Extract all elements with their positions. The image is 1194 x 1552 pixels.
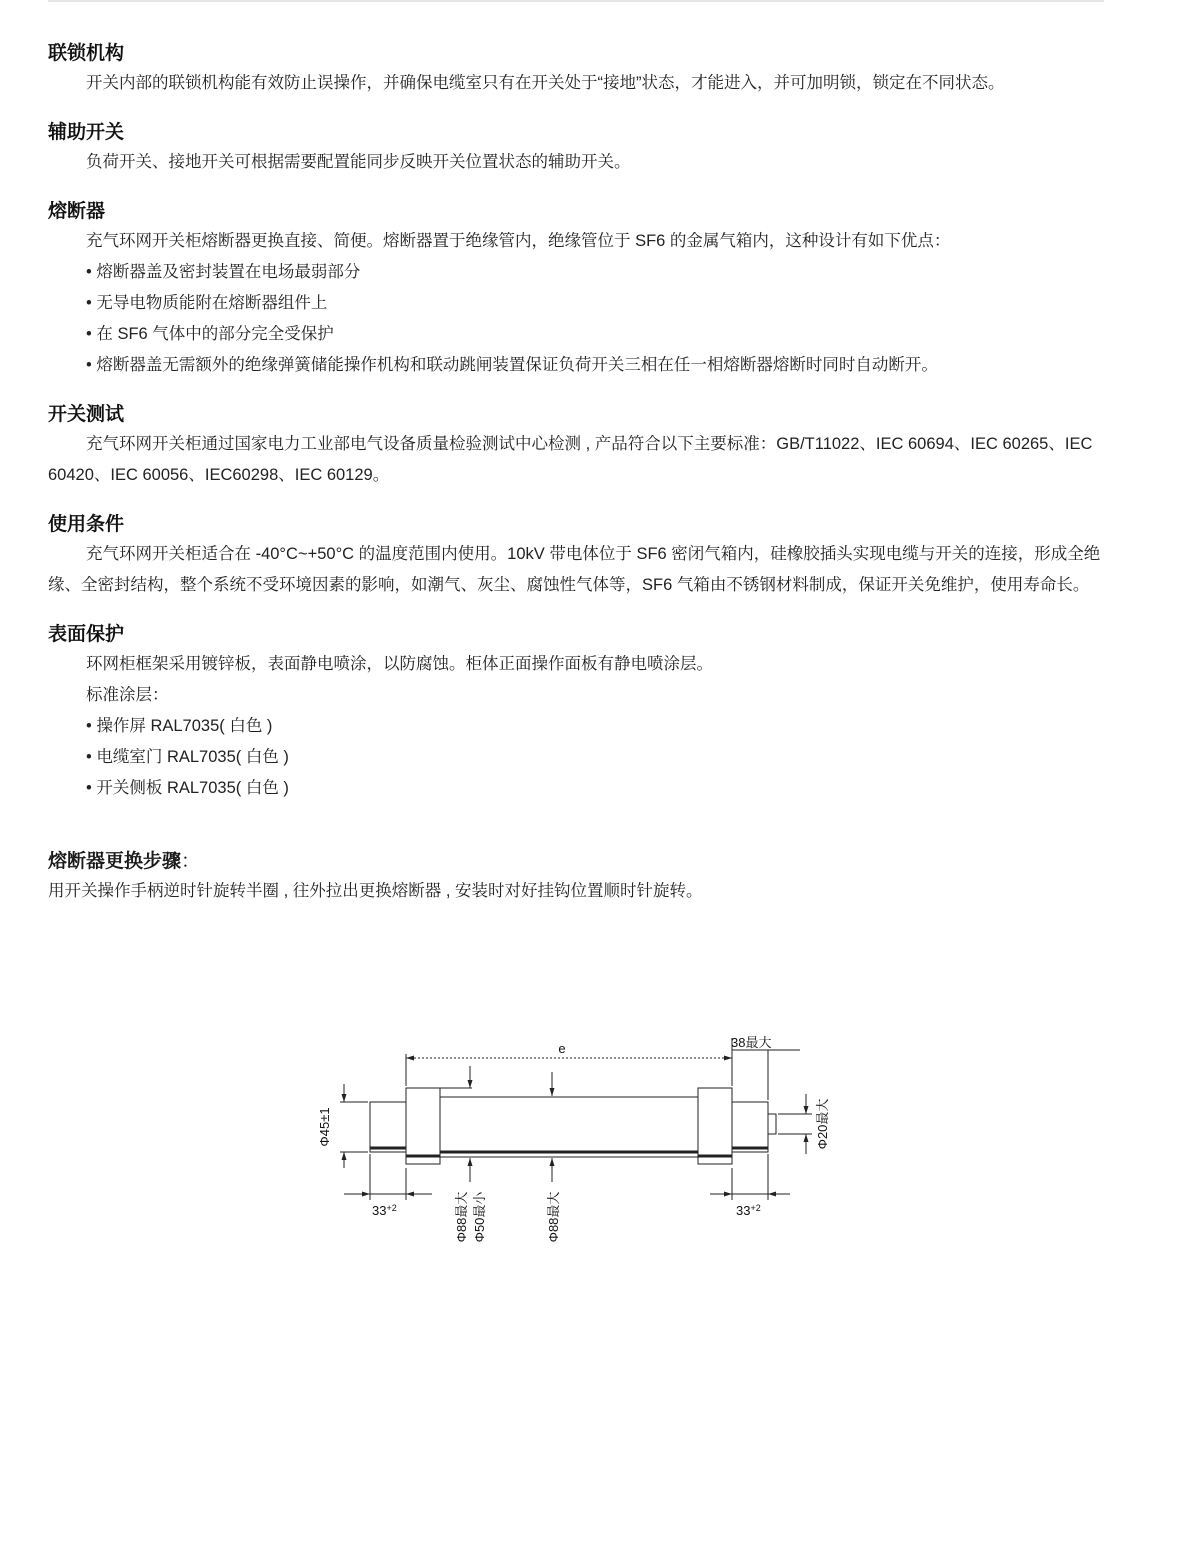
list-item: • 熔断器盖及密封装置在电场最弱部分 [48, 257, 1108, 288]
fuse-tube [440, 1097, 698, 1157]
label-33-right-tolerance: +2 [750, 1203, 761, 1213]
right-end-cap [732, 1102, 768, 1152]
left-flange [406, 1088, 440, 1164]
arrowhead [724, 1192, 732, 1197]
arrowhead [550, 1158, 555, 1166]
list-item: • 熔断器盖无需额外的绝缘弹簧储能操作机构和联动跳闸装置保证负荷开关三相在任一相熔断器熔断时同时自动断开。 [48, 350, 1108, 381]
label-33-left-value: 33 [372, 1203, 387, 1218]
section-title: 联锁机构 [48, 43, 125, 64]
arrowhead [724, 1056, 732, 1061]
section-conditions [48, 511, 1108, 601]
section-paragraph: 环网柜框架采用镀锌板，表面静电喷涂，以防腐蚀。柜体正面操作面板有静电喷涂层。 [86, 655, 713, 673]
arrowhead [804, 1134, 809, 1142]
steps-heading [48, 848, 1108, 876]
section-title: 使用条件 [48, 514, 125, 535]
top-divider [48, 0, 1104, 2]
section-paragraph: 开关内部的联锁机构能有效防止误操作，并确保电缆室只有在开关处于“接地”状态，才能进入，并可加明锁，锁定在不同状态。 [86, 74, 1005, 92]
label-phi45: Φ45±1 [317, 1107, 332, 1147]
arrowhead [362, 1192, 370, 1197]
document-body [48, 40, 1108, 907]
list-item: • 无导电物质能附在熔断器组件上 [48, 288, 1108, 319]
left-end-cap [370, 1102, 406, 1152]
section-paragraph: 充气环网开关柜适合在 -40°C~+50°C 的温度范围内使用。10kV 带电体位于 SF6 密闭气箱内，硅橡胶插头实现电缆与开关的连接，形成全绝缘、全密封结构，整个系统不受环境因素的影响，如潮气、灰尘、腐蚀性气体等，SF6 气箱由不锈钢材料制成，保证开关免维护，使用寿命长。 [48, 545, 1101, 594]
section-paragraph: 充气环网开关柜熔断器更换直接、简便。熔断器置于绝缘管内，绝缘管位于 SF6 的金属气箱内，这种设计有如下优点： [86, 232, 951, 250]
arrowhead [768, 1192, 776, 1197]
coating-list [48, 711, 1108, 804]
label-e: e [558, 1041, 566, 1056]
arrowhead [406, 1056, 414, 1061]
label-phi88-max-left: Φ88最大 [454, 1191, 469, 1243]
list-item: • 电缆室门 RAL7035( 白色 ) [48, 742, 1108, 773]
fuse-dimension-diagram [300, 1020, 840, 1260]
label-phi50-min: Φ50最小 [472, 1191, 487, 1243]
label-38-max: 38最大 [731, 1035, 772, 1050]
arrowhead [342, 1094, 347, 1102]
arrowhead [550, 1088, 555, 1096]
section-paragraph: 充气环网开关柜通过国家电力工业部电气设备质量检验测试中心检测 , 产品符合以下主要标准：GB/T11022、IEC 60694、IEC 60265、IEC 60420、IEC 60056、IEC60298、IEC 60129。 [48, 435, 1093, 484]
fuse-advantages-list [48, 257, 1108, 381]
striker-pin [768, 1114, 776, 1134]
section-fuse [48, 198, 1108, 381]
section-title: 熔断器 [48, 201, 106, 222]
steps-colon: ： [181, 851, 201, 872]
list-item: • 操作屏 RAL7035( 白色 ) [48, 711, 1108, 742]
arrowhead [406, 1192, 414, 1197]
right-flange [698, 1088, 732, 1164]
label-phi88-max-center: Φ88最大 [546, 1191, 561, 1243]
label-33-left [372, 1203, 397, 1218]
section-title: 表面保护 [48, 624, 125, 645]
section-paragraph: 负荷开关、接地开关可根据需要配置能同步反映开关位置状态的辅助开关。 [86, 153, 631, 171]
label-33-right-value: 33 [736, 1203, 751, 1218]
label-phi20-max: Φ20最大 [815, 1098, 830, 1150]
list-item: • 在 SF6 气体中的部分完全受保护 [48, 319, 1108, 350]
section-surface [48, 621, 1108, 804]
coating-label: 标准涂层： [86, 686, 169, 704]
list-item: • 开关侧板 RAL7035( 白色 ) [48, 773, 1108, 804]
section-interlock [48, 40, 1108, 99]
arrowhead [468, 1080, 473, 1088]
arrowhead [342, 1152, 347, 1160]
section-aux-switch [48, 119, 1108, 178]
label-33-left-tolerance: +2 [386, 1203, 397, 1213]
label-33-right [736, 1203, 761, 1218]
section-title: 开关测试 [48, 404, 125, 425]
arrowhead [804, 1106, 809, 1114]
section-title: 辅助开关 [48, 122, 125, 143]
section-switch-test [48, 401, 1108, 491]
steps-title: 熔断器更换步骤 [48, 851, 182, 872]
steps-text: 用开关操作手柄逆时针旋转半圈 , 往外拉出更换熔断器 , 安装时对好挂钩位置顺时针旋转。 [48, 882, 703, 900]
arrowhead [468, 1158, 473, 1166]
